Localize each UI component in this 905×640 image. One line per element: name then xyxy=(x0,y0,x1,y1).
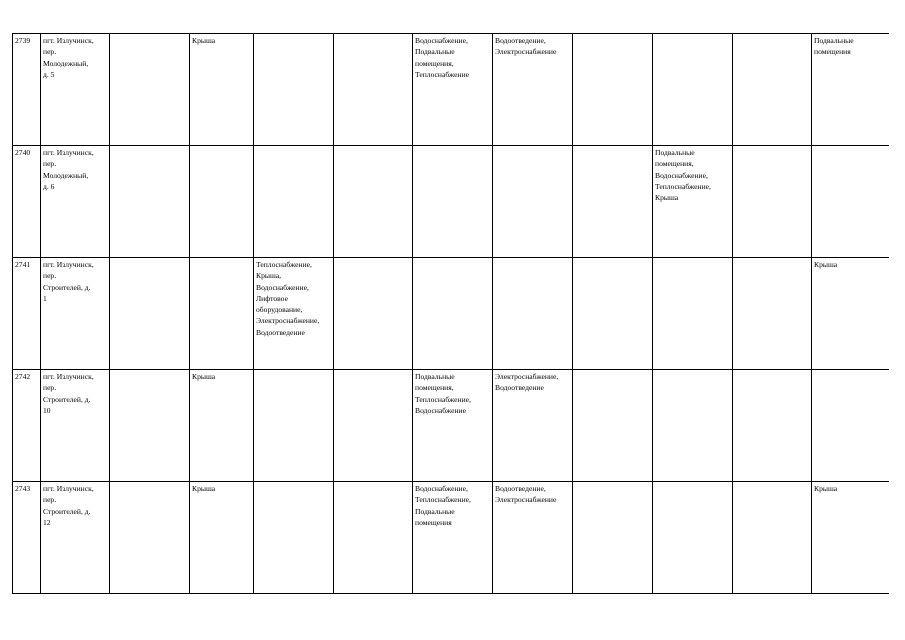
table-row xyxy=(13,482,889,594)
work-type-cell xyxy=(653,482,733,594)
work-type-cell xyxy=(413,258,493,370)
work-type-cell xyxy=(254,146,334,258)
work-type-cell xyxy=(334,146,413,258)
address-cell xyxy=(41,482,110,594)
work-type-text: Крыша xyxy=(814,260,838,269)
row-number-cell xyxy=(13,370,41,482)
work-type-text: Водоснабжение, Подвальные помещения, Теплоснабжение xyxy=(415,36,470,79)
document-page xyxy=(12,33,888,594)
work-type-cell xyxy=(573,370,653,482)
work-type-text: Крыша xyxy=(814,484,838,493)
work-type-cell xyxy=(334,482,413,594)
work-type-cell xyxy=(334,258,413,370)
work-type-cell xyxy=(190,34,254,146)
address-text: пгт. Излучинск, пер. Строителей, д. 1 xyxy=(43,260,94,303)
work-type-cell xyxy=(653,146,733,258)
work-type-text: Подвальные помещения, Теплоснабжение, Водоснабжение xyxy=(415,372,471,415)
row-number: 2739 xyxy=(15,36,31,45)
row-number: 2741 xyxy=(15,260,31,269)
work-type-text: Водоснабжение, Теплоснабжение, Подвальные помещения xyxy=(415,484,471,527)
address-cell xyxy=(41,146,110,258)
work-type-cell xyxy=(812,146,889,258)
work-type-cell xyxy=(254,482,334,594)
work-type-text: Подвальные помещения xyxy=(814,36,854,57)
row-number: 2743 xyxy=(15,484,31,493)
address-cell xyxy=(41,34,110,146)
work-type-cell xyxy=(190,482,254,594)
work-type-cell xyxy=(573,258,653,370)
work-type-text: Водоотведение, Электроснабжение xyxy=(495,36,557,57)
work-type-cell xyxy=(190,146,254,258)
work-type-cell xyxy=(493,34,573,146)
work-type-cell xyxy=(812,370,889,482)
work-type-text: Подвальные помещения, Водоснабжение, Теплоснабжение, Крыша xyxy=(655,148,711,203)
work-type-cell xyxy=(334,34,413,146)
work-type-cell xyxy=(733,482,812,594)
work-type-cell xyxy=(812,34,889,146)
work-type-cell xyxy=(573,34,653,146)
register-table xyxy=(12,33,889,594)
work-type-cell xyxy=(254,258,334,370)
row-number-cell xyxy=(13,34,41,146)
table-row xyxy=(13,146,889,258)
work-type-text: Электроснабжение, Водоотведение xyxy=(495,372,559,393)
work-type-cell xyxy=(110,482,190,594)
work-type-cell xyxy=(413,370,493,482)
work-type-cell xyxy=(493,482,573,594)
work-type-cell xyxy=(733,34,812,146)
work-type-cell xyxy=(254,34,334,146)
work-type-cell xyxy=(812,482,889,594)
work-type-cell xyxy=(413,482,493,594)
work-type-cell xyxy=(110,258,190,370)
address-text: пгт. Излучинск, пер. Молодежный, д. 6 xyxy=(43,148,94,191)
work-type-cell xyxy=(110,34,190,146)
work-type-text: Крыша xyxy=(192,36,216,45)
work-type-cell xyxy=(733,146,812,258)
address-cell xyxy=(41,258,110,370)
work-type-cell xyxy=(190,370,254,482)
table-row xyxy=(13,34,889,146)
work-type-text: Крыша xyxy=(192,484,216,493)
work-type-text: Водоотведение, Электроснабжение xyxy=(495,484,557,505)
row-number: 2742 xyxy=(15,372,31,381)
address-text: пгт. Излучинск, пер. Строителей, д. 10 xyxy=(43,372,94,415)
work-type-cell xyxy=(653,258,733,370)
work-type-cell xyxy=(493,258,573,370)
address-cell xyxy=(41,370,110,482)
row-number-cell xyxy=(13,482,41,594)
work-type-cell xyxy=(653,370,733,482)
work-type-cell xyxy=(190,258,254,370)
work-type-cell xyxy=(493,370,573,482)
work-type-cell xyxy=(493,146,573,258)
work-type-cell xyxy=(413,146,493,258)
address-text: пгт. Излучинск, пер. Строителей, д. 12 xyxy=(43,484,94,527)
work-type-cell xyxy=(733,370,812,482)
work-type-cell xyxy=(573,482,653,594)
work-type-cell xyxy=(653,34,733,146)
address-text: пгт. Излучинск, пер. Молодежный, д. 5 xyxy=(43,36,94,79)
work-type-cell xyxy=(254,370,334,482)
register-body xyxy=(13,34,889,594)
work-type-cell xyxy=(110,146,190,258)
row-number: 2740 xyxy=(15,148,31,157)
work-type-cell xyxy=(110,370,190,482)
work-type-cell xyxy=(573,146,653,258)
row-number-cell xyxy=(13,146,41,258)
row-number-cell xyxy=(13,258,41,370)
work-type-cell xyxy=(733,258,812,370)
work-type-text: Крыша xyxy=(192,372,216,381)
work-type-cell xyxy=(413,34,493,146)
work-type-cell xyxy=(334,370,413,482)
table-row xyxy=(13,258,889,370)
table-row xyxy=(13,370,889,482)
work-type-cell xyxy=(812,258,889,370)
work-type-text: Теплоснабжение, Крыша, Водоснабжение, Лифтовое оборудование, Электроснабжение, Водоотведение xyxy=(256,260,320,337)
